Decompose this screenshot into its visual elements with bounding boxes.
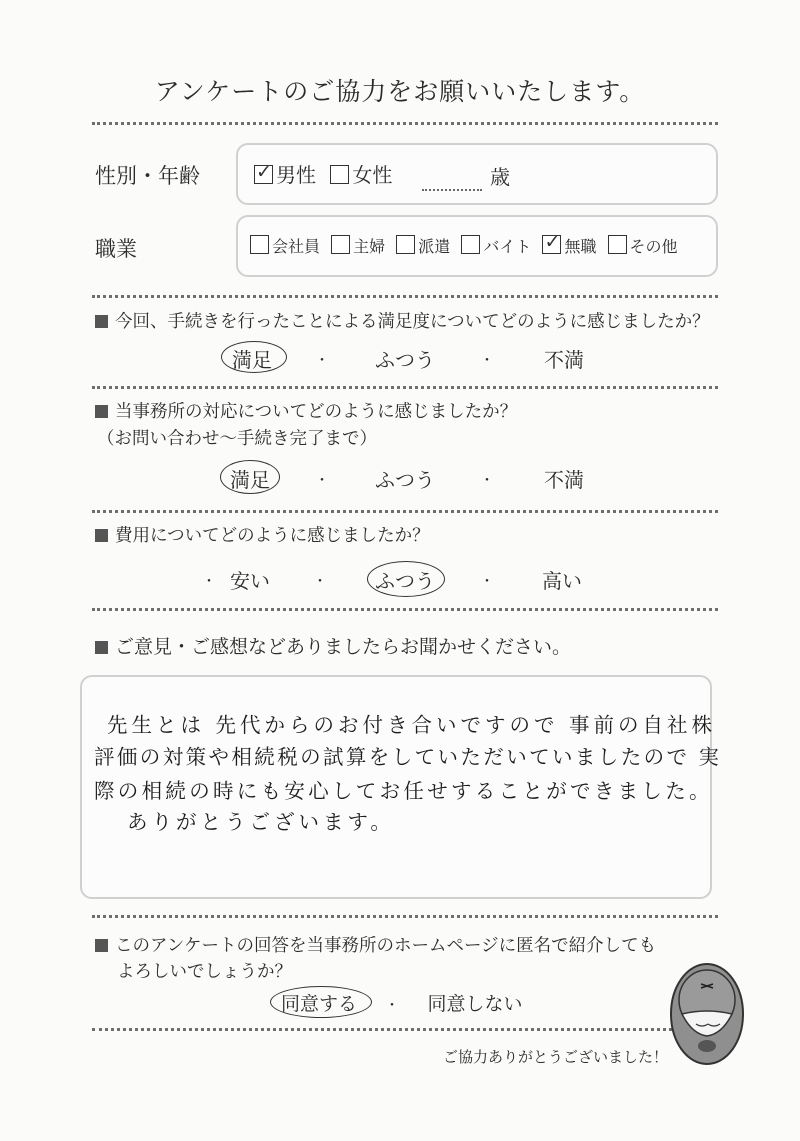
male-label: 男性 bbox=[276, 163, 316, 187]
comment-line: 際の相続の時にも安心してお任せすることができました。 bbox=[94, 779, 713, 803]
q4-question-text: ご意見・ご感想などありましたらお聞かせください。 bbox=[115, 636, 572, 658]
q1-question bbox=[95, 308, 710, 333]
age-unit: 歳 bbox=[490, 165, 510, 189]
option-label: その他 bbox=[629, 237, 678, 256]
comment-line: 評価の対策や相続税の試算をしていただいていましたので 実 bbox=[94, 745, 722, 769]
option-label: 会社員 bbox=[272, 237, 321, 256]
checkbox[interactable] bbox=[542, 235, 561, 254]
divider bbox=[92, 608, 718, 611]
checkbox[interactable] bbox=[396, 235, 415, 254]
comment-line: ありがとうございます。 bbox=[127, 810, 395, 834]
page-title: アンケートのご協力をお願いいたします。 bbox=[154, 77, 646, 106]
bullet-square-icon bbox=[95, 641, 108, 654]
q3-question-text: 費用についてどのように感じましたか？ bbox=[115, 526, 430, 546]
occupation-label: 職業 bbox=[95, 237, 137, 261]
separator: ・ bbox=[315, 353, 329, 369]
bullet-square-icon bbox=[95, 315, 108, 328]
gender-age-box bbox=[236, 143, 718, 205]
occupation-options bbox=[250, 234, 684, 257]
q5-question bbox=[95, 932, 656, 957]
q1-option-dissatisfied[interactable]: 不満 bbox=[544, 348, 584, 372]
q1-option-normal[interactable]: ふつう bbox=[375, 348, 435, 372]
divider bbox=[92, 386, 718, 389]
comment-line: 先生とは 先代からのお付き合いですので 事前の自社株 bbox=[107, 713, 717, 737]
footer-thanks: ご協力ありがとうございました！ bbox=[443, 1048, 669, 1066]
q5-question-line2: よろしいでしょうか？ bbox=[117, 962, 292, 982]
option-label: 派遣 bbox=[418, 237, 451, 256]
q5-option-agree[interactable]: 同意する bbox=[280, 993, 358, 1015]
option-label: バイト bbox=[483, 237, 532, 256]
checkbox[interactable] bbox=[250, 235, 269, 254]
q1-question-text: 今回、手続きを行ったことによる満足度についてどのように感じましたか？ bbox=[115, 312, 710, 332]
q2-option-normal[interactable]: ふつう bbox=[375, 468, 435, 492]
separator: ・ bbox=[202, 574, 216, 590]
option-label: 無職 bbox=[564, 237, 597, 256]
female-checkbox[interactable] bbox=[330, 165, 349, 184]
gender-options bbox=[254, 159, 392, 188]
bullet-square-icon bbox=[95, 529, 108, 542]
divider bbox=[92, 1028, 672, 1031]
separator: ・ bbox=[385, 998, 399, 1014]
bullet-square-icon bbox=[95, 405, 108, 418]
q1-option-satisfied[interactable]: 満足 bbox=[232, 348, 272, 372]
separator: ・ bbox=[313, 574, 327, 590]
q3-option-cheap[interactable]: 安い bbox=[230, 569, 270, 593]
occupation-option-other[interactable] bbox=[608, 234, 678, 257]
bullet-square-icon bbox=[95, 939, 108, 952]
q3-question bbox=[95, 522, 430, 547]
female-label: 女性 bbox=[352, 163, 393, 187]
q2-question bbox=[95, 398, 517, 423]
option-label: 主婦 bbox=[353, 237, 386, 256]
occupation-option-housewife[interactable] bbox=[331, 234, 385, 257]
divider bbox=[92, 915, 718, 918]
occupation-option-part-time[interactable] bbox=[461, 234, 531, 257]
bowing-character-icon bbox=[668, 962, 746, 1072]
q2-subtitle: （お問い合わせ～手続き完了まで） bbox=[97, 429, 377, 449]
q5-option-disagree[interactable]: 同意しない bbox=[427, 993, 523, 1015]
gender-age-label: 性別・年齢 bbox=[95, 164, 200, 188]
divider bbox=[92, 510, 718, 513]
q3-option-expensive[interactable]: 高い bbox=[542, 569, 582, 593]
divider bbox=[92, 295, 718, 298]
q3-option-normal[interactable]: ふつう bbox=[375, 569, 435, 593]
q2-option-dissatisfied[interactable]: 不満 bbox=[544, 468, 584, 492]
separator: ・ bbox=[480, 353, 494, 369]
age-input[interactable] bbox=[422, 189, 482, 191]
q2-option-satisfied[interactable]: 満足 bbox=[230, 468, 270, 492]
q5-question-text: このアンケートの回答を当事務所のホームページに匿名で紹介しても bbox=[115, 936, 657, 956]
comment-box[interactable] bbox=[80, 675, 722, 899]
separator: ・ bbox=[315, 473, 329, 489]
separator: ・ bbox=[480, 574, 494, 590]
checkbox[interactable] bbox=[608, 235, 627, 254]
occupation-box bbox=[236, 215, 718, 277]
separator: ・ bbox=[480, 473, 494, 489]
occupation-option-unemployed[interactable] bbox=[542, 234, 596, 257]
checkbox[interactable] bbox=[331, 235, 350, 254]
checkbox[interactable] bbox=[461, 235, 480, 254]
divider bbox=[92, 122, 718, 125]
occupation-option-temp[interactable] bbox=[396, 234, 450, 257]
occupation-option-company-employee[interactable] bbox=[250, 234, 320, 257]
male-checkbox[interactable] bbox=[254, 165, 273, 184]
q4-question bbox=[95, 632, 571, 659]
q2-question-text: 当事務所の対応についてどのように感じましたか？ bbox=[115, 402, 518, 422]
